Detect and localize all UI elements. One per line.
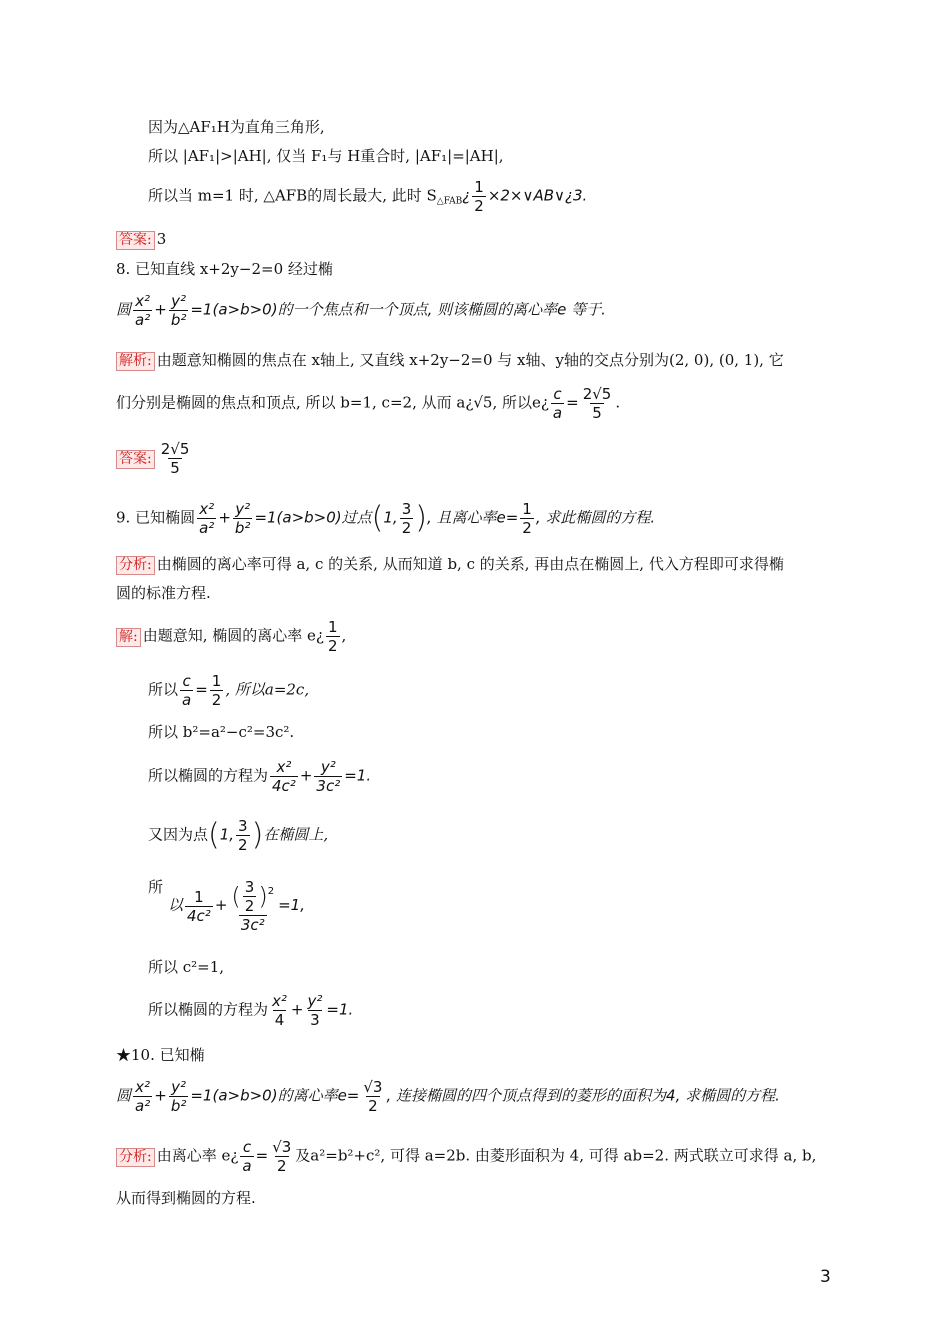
left-paren: ( — [231, 882, 241, 911]
text: ¿ — [462, 186, 471, 205]
denominator: a² — [199, 519, 215, 537]
text: 所以椭圆的方程为 — [148, 766, 269, 785]
denominator: 2 — [401, 519, 412, 537]
numerator: 1 — [194, 887, 204, 906]
analysis-9 — [116, 554, 784, 575]
fraction — [233, 500, 253, 537]
text: 及a²=b²+c², 可得 a=2b. 由菱形面积为 4, 可得 ab=2. 两式联立可求得 a, b, — [295, 1146, 817, 1165]
fraction — [520, 500, 534, 537]
denominator: 2 — [238, 836, 248, 854]
denominator: b² — [170, 1097, 187, 1115]
text: + — [154, 300, 167, 319]
answer-label: 答案: — [116, 450, 155, 469]
step-line: 所以 c²=1, — [148, 958, 225, 976]
fraction — [133, 1078, 152, 1115]
text: . — [615, 393, 621, 412]
text-line — [148, 178, 587, 215]
denominator: 5 — [592, 404, 602, 422]
numerator: y² — [171, 1078, 187, 1096]
numerator: c — [553, 385, 562, 403]
text: =1. — [326, 1000, 354, 1019]
answer-8 — [116, 440, 193, 477]
text: 们分别是椭圆的焦点和顶点, 所以 b=1, c=2, 从而 a¿√5, 所以e¿ — [116, 393, 549, 412]
denominator: 4c² — [187, 906, 211, 925]
text-line: 所以 |AF₁|>|AH|, 仅当 F₁与 H重合时, |AF₁|=|AH|, — [148, 147, 504, 165]
text: 圆 — [116, 300, 132, 319]
text: 1, — [219, 825, 235, 844]
numerator: 2√5 — [582, 385, 612, 403]
step-line-label: 所 — [148, 878, 164, 896]
text: =1(a>b>0)的一个焦点和一个顶点, 则该椭圆的离心率e 等于. — [190, 300, 606, 319]
text: , 所以a=2c, — [225, 680, 310, 699]
numerator: y² — [320, 758, 336, 776]
numerator: 3 — [244, 878, 255, 896]
analysis-8 — [116, 350, 784, 371]
subscript: △FAB — [436, 196, 463, 207]
text: = — [255, 1146, 269, 1165]
answer-line — [116, 229, 166, 250]
numerator: 1 — [327, 618, 338, 636]
numerator: x² — [135, 1078, 151, 1096]
text: =1(a>b>0)过点 — [254, 508, 372, 527]
text: 又因为点 — [148, 825, 209, 844]
analysis-label: 解析: — [116, 352, 155, 371]
text: + — [218, 508, 231, 527]
page-number: 3 — [820, 1267, 831, 1287]
question-10: ★10. 已知椭 — [116, 1046, 205, 1064]
fraction — [361, 1078, 384, 1115]
step-line — [148, 992, 353, 1029]
denominator: 2 — [368, 1097, 378, 1115]
numerator: y² — [307, 992, 323, 1010]
text: 由题意知椭圆的焦点在 x轴上, 又直线 x+2y−2=0 与 x轴、y轴的交点分别为(2, 0), (0, 1), 它 — [156, 351, 784, 369]
denominator: 3 — [310, 1011, 320, 1029]
denominator: 2 — [327, 637, 338, 655]
question-9 — [116, 500, 655, 537]
step-line — [148, 758, 371, 795]
text: 所以椭圆的方程为 — [148, 1000, 269, 1019]
text: =1, — [278, 896, 305, 914]
text: + — [299, 766, 313, 785]
exponent: 2 — [267, 886, 275, 897]
text: 所以 — [148, 680, 179, 699]
denominator: 3c² — [240, 916, 265, 934]
numerator: x² — [276, 758, 292, 776]
fraction — [197, 500, 216, 537]
numerator — [229, 878, 276, 915]
fraction — [229, 878, 276, 934]
numerator: 3 — [401, 500, 412, 518]
text: ×2×∨AB∨¿3. — [487, 186, 588, 205]
numerator: 2√5 — [160, 440, 190, 458]
denominator: b² — [170, 311, 187, 329]
denominator: 2 — [244, 897, 255, 915]
numerator: x² — [135, 292, 151, 310]
denominator: a — [182, 691, 192, 709]
text: 所以当 m=1 时, △AFB的周长最大, 此时 S — [148, 186, 437, 205]
numerator: 3 — [238, 817, 248, 835]
numerator: 1 — [474, 178, 484, 196]
fraction — [551, 385, 564, 422]
denominator: a² — [135, 311, 151, 329]
text: 9. 已知椭圆 — [116, 508, 196, 527]
text: =1(a>b>0)的离心率e= — [190, 1086, 360, 1105]
denominator: b² — [234, 519, 251, 537]
fraction — [326, 618, 340, 655]
text: 由离心率 e¿ — [156, 1146, 239, 1165]
analysis-label: 分析: — [116, 1148, 155, 1167]
denominator: 4c² — [272, 777, 296, 795]
right-paren: ) — [251, 817, 264, 853]
inner-fraction — [243, 878, 257, 915]
fraction — [270, 758, 298, 795]
denominator: a — [552, 404, 563, 422]
analysis-8-cont — [116, 385, 620, 422]
step-line — [148, 672, 309, 709]
numerator: c — [242, 1138, 252, 1156]
text: , 连接椭圆的四个顶点得到的菱形的面积为4, 求椭圆的方程. — [386, 1086, 780, 1105]
text: 1, — [383, 508, 398, 527]
question-10-formula — [116, 1078, 780, 1115]
numerator: y² — [235, 500, 251, 518]
text: 以 — [168, 896, 184, 914]
step-line: 所以 b²=a²−c²=3c². — [148, 723, 295, 741]
text: , — [341, 626, 347, 645]
fraction — [180, 672, 193, 709]
numerator: c — [182, 672, 191, 690]
fraction — [400, 500, 414, 537]
denominator: a — [242, 1157, 252, 1175]
text: 由椭圆的离心率可得 a, c 的关系, 从而知道 b, c 的关系, 再由点在椭圆上, 代入方程即可求得椭 — [156, 555, 784, 573]
text: 由题意知, 椭圆的离心率 e¿ — [142, 626, 324, 645]
denominator: 2 — [276, 1157, 287, 1175]
fraction — [185, 888, 213, 925]
numerator: y² — [171, 292, 187, 310]
text: =1. — [344, 766, 372, 785]
denominator: 3c² — [316, 777, 341, 795]
answer-value: 3 — [156, 230, 167, 248]
fraction — [240, 1138, 253, 1175]
text: + — [154, 1086, 167, 1105]
text: = — [195, 680, 208, 699]
step-line — [148, 817, 328, 854]
question-8: 8. 已知直线 x+2y−2=0 经过椭 — [116, 260, 333, 278]
fraction — [210, 672, 224, 709]
answer-label: 答案: — [116, 231, 155, 250]
text: + — [214, 896, 228, 914]
fraction — [133, 292, 152, 329]
fraction — [270, 1138, 293, 1175]
text: = — [566, 393, 579, 412]
denominator: 2 — [522, 519, 532, 537]
denominator: 5 — [170, 459, 180, 477]
fraction — [236, 817, 250, 854]
fraction — [472, 178, 486, 215]
analysis-10 — [116, 1138, 816, 1175]
denominator: 4 — [274, 1011, 285, 1029]
numerator: 1 — [211, 672, 222, 690]
numerator: √3 — [363, 1078, 383, 1096]
step-line — [168, 878, 305, 934]
analysis-9-cont: 圆的标准方程. — [116, 584, 211, 602]
left-paren: ( — [208, 817, 220, 853]
text: + — [290, 1000, 304, 1019]
fraction — [305, 992, 324, 1029]
numerator: x² — [199, 500, 215, 518]
fraction — [159, 440, 192, 477]
numerator: 1 — [522, 500, 532, 518]
fraction — [169, 292, 189, 329]
right-paren: ) — [415, 500, 427, 536]
fraction — [314, 758, 342, 795]
text: 在椭圆上, — [263, 825, 329, 844]
left-paren: ( — [371, 500, 384, 536]
fraction — [169, 1078, 189, 1115]
numerator: √3 — [272, 1138, 292, 1156]
text-line: 因为△AF₁H为直角三角形, — [148, 118, 325, 136]
question-8-formula — [116, 292, 606, 329]
text: 圆 — [116, 1086, 132, 1105]
denominator: 2 — [211, 691, 222, 709]
text: , 求此椭圆的方程. — [535, 508, 656, 527]
denominator: 2 — [474, 197, 484, 215]
fraction — [270, 992, 289, 1029]
solution-9 — [116, 618, 346, 655]
denominator: a² — [135, 1097, 151, 1115]
analysis-10-cont: 从而得到椭圆的方程. — [116, 1189, 256, 1207]
analysis-label: 分析: — [116, 556, 155, 575]
text: , 且离心率e= — [426, 508, 519, 527]
solution-label: 解: — [116, 628, 141, 647]
fraction — [581, 385, 614, 422]
numerator: x² — [272, 992, 287, 1010]
right-paren: ) — [258, 882, 268, 911]
